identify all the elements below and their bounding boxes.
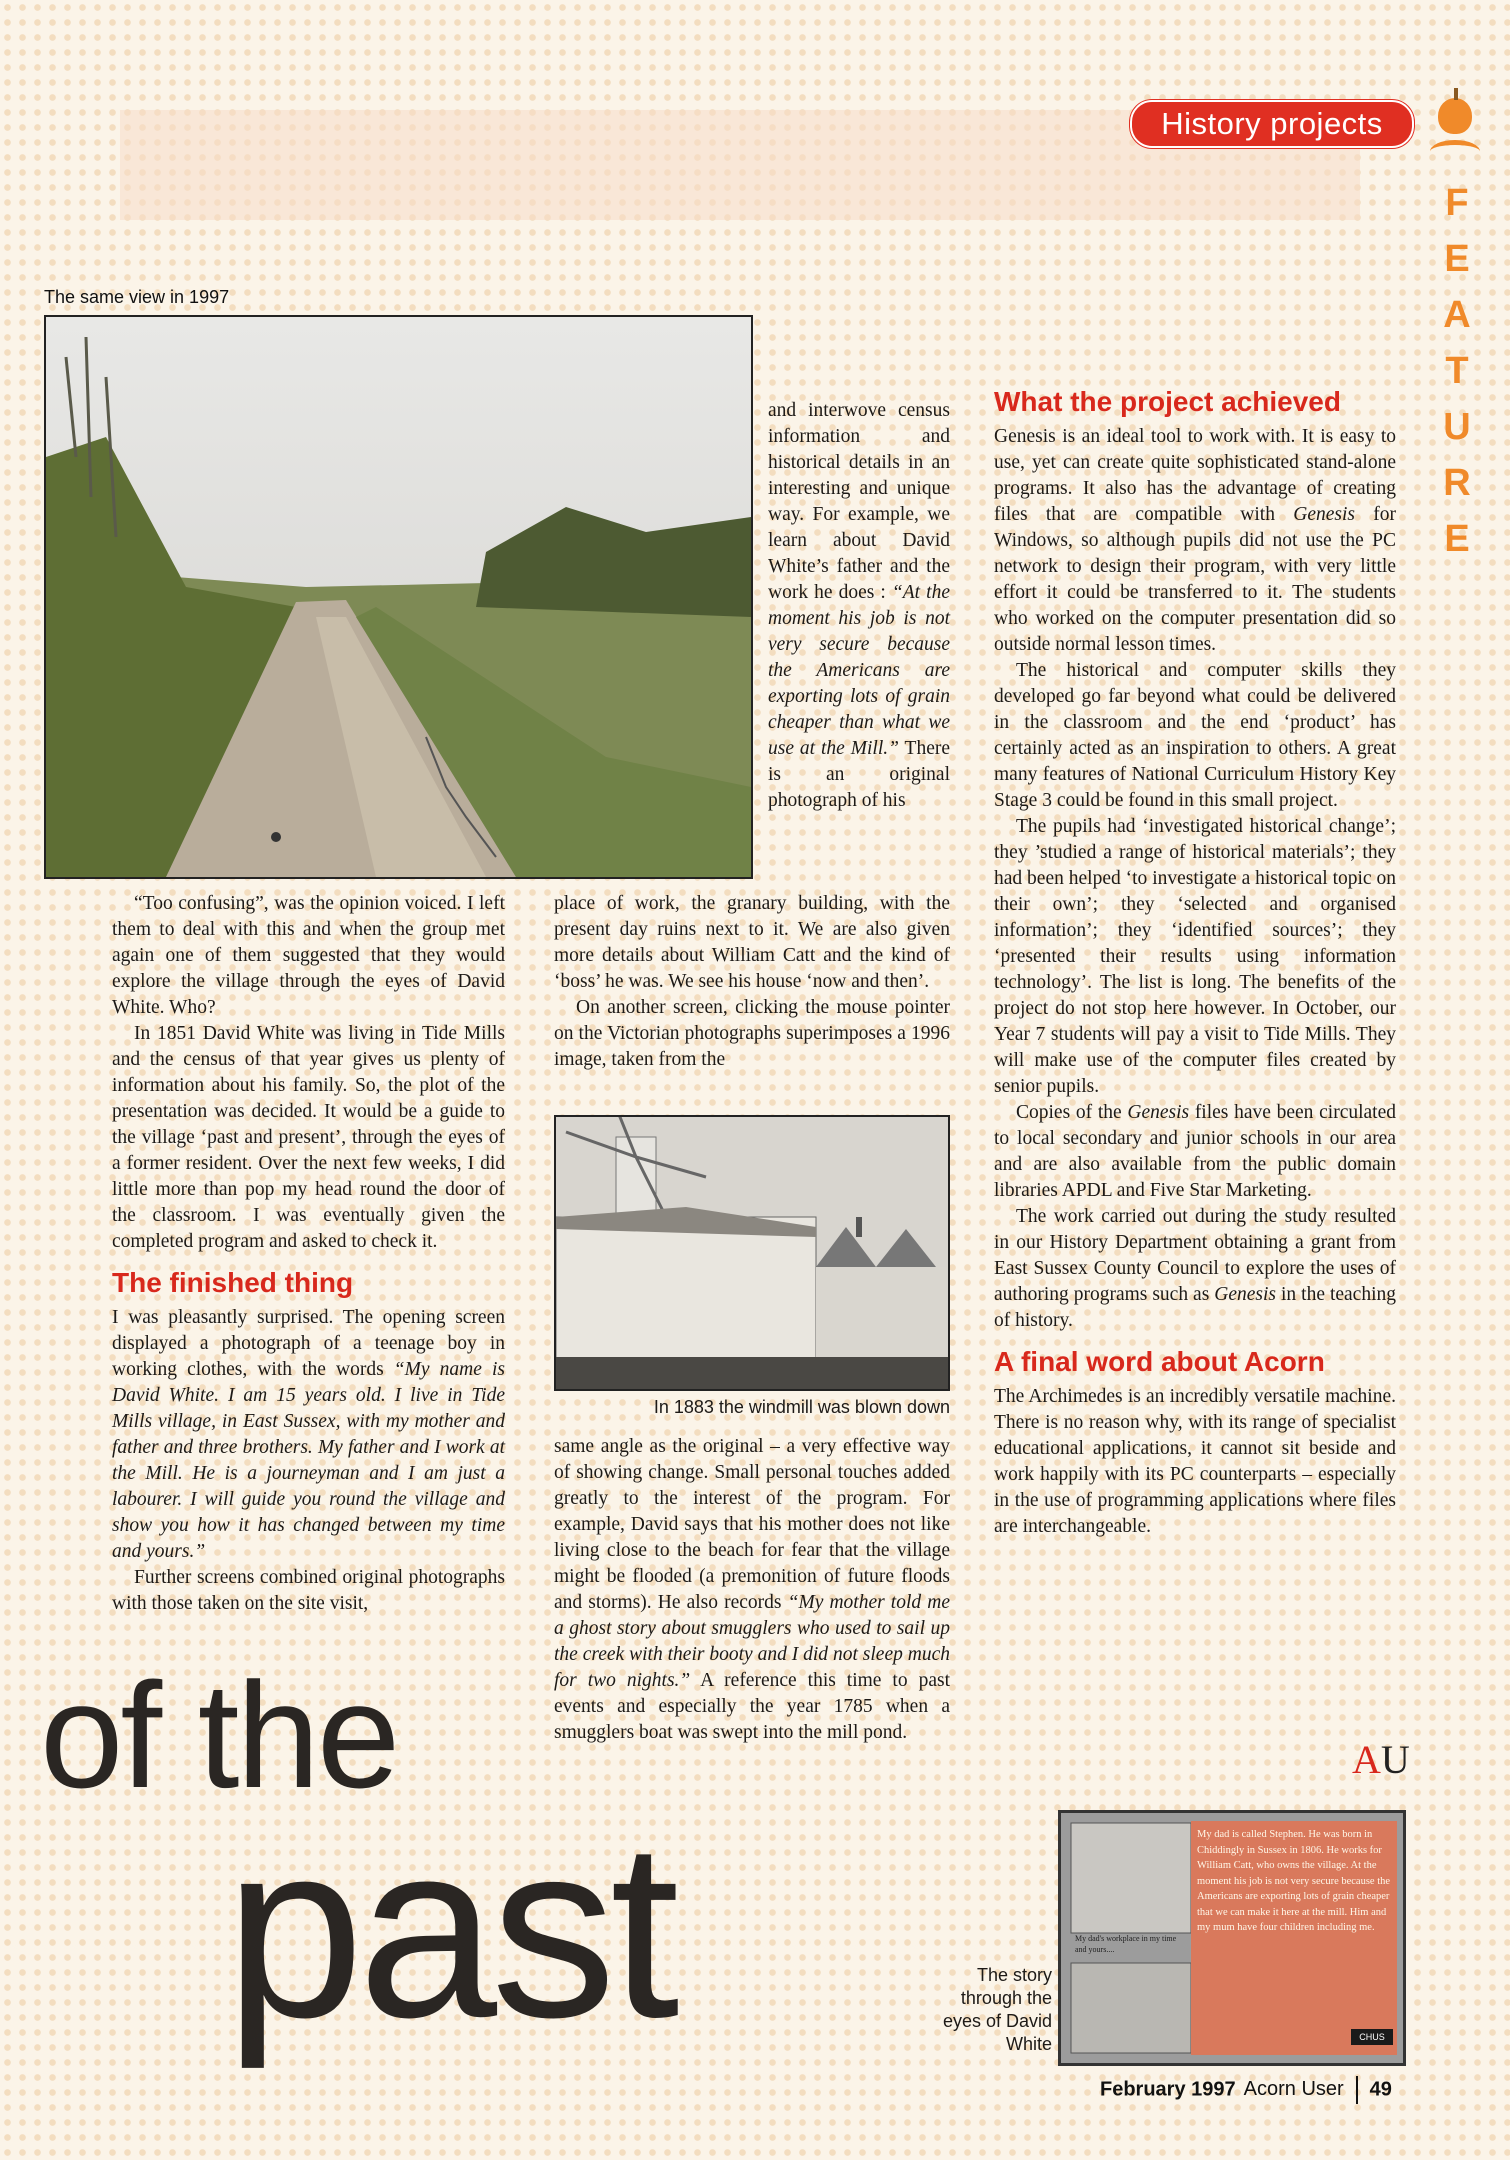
photo-caption: The same view in 1997	[44, 287, 230, 307]
side-letter: T	[1445, 350, 1469, 392]
text-run: A reference this time to past events and especially the year 1785 when a smugglers boat was swept into the mill pond.	[554, 1670, 950, 1743]
article-column-1	[112, 891, 505, 1617]
side-letter: E	[1444, 238, 1470, 280]
paragraph: “Too confusing”, was the opinion voiced. I left them to deal with this and when the group met again one of them suggested that they would explore the village through the eyes of David White. Who?	[112, 893, 505, 1018]
paragraph	[994, 424, 1396, 658]
magazine-name: Acorn User	[1243, 2078, 1344, 2101]
road-photo	[44, 315, 753, 879]
side-letter: E	[1444, 518, 1470, 560]
page-number: 49	[1369, 2078, 1392, 2101]
subheading-project-achieved: What the project achieved	[994, 386, 1341, 417]
page-footer	[1100, 2076, 1392, 2104]
text-run: Copies of the	[1016, 1102, 1128, 1123]
end-mark	[1352, 1737, 1410, 1782]
paragraph: Further screens combined original photographs with those taken on the site visit,	[112, 1567, 505, 1614]
paragraph: The pupils had ‘investigated historical change’; they ’studied a range of historical materials’; they had been helped ‘to investigate a historical topic on their own’; they ‘selected and organised information’; they ‘identified sources’; they ‘presented their results using information technology’. The list is long. The benefits of the project do not stop here however. In October, our Year 7 students will pay a visit to Tide Mills. They will make use of the computer files created by senior pupils.	[994, 816, 1396, 1097]
program-screenshot	[1058, 1810, 1406, 2066]
end-mark-u: U	[1380, 1737, 1410, 1782]
text-run: The work carried out during the study resulted in our History Department obtaining a grant from East Sussex County Council to explore the uses of authoring programs such as	[994, 1206, 1396, 1305]
emphasis: Genesis	[1127, 1102, 1190, 1123]
quote: “My mother told me a ghost story about smugglers who used to sail up the creek with their booty and I did not sleep much for two nights.”	[554, 1592, 950, 1691]
text-run: in the teaching of history.	[994, 1284, 1396, 1331]
side-letter: U	[1443, 406, 1471, 448]
paragraph: The historical and computer skills they developed go far beyond what could be delivered in the classroom and the end ‘product’ has certainly acted as an inspiration to others. A great many features of National Curriculum History Key Stage 3 could be found in this small project.	[994, 660, 1396, 811]
subheading-final-word: A final word about Acorn	[994, 1346, 1325, 1377]
text-run: same angle as the original – a very effective way of showing change. Small personal touches added greatly to the interest of the program. For example, David says that his mother does not like living close to the beach for fear that the village might be flooded (a premonition of future floods and storms). He also records	[554, 1436, 950, 1613]
headline-line-2: past	[225, 1790, 674, 2069]
issue-date: February 1997	[1100, 2078, 1236, 2101]
paragraph	[994, 1100, 1396, 1204]
screenshot-small-text: My dad's workplace in my time and yours....	[1075, 1934, 1177, 1954]
windmill-photo	[554, 1115, 950, 1391]
section-tab: History projects	[1130, 100, 1414, 148]
quote: “At the moment his job is not very secure because the Americans are exporting lots of grain cheaper than what we use at the Mill.”	[768, 582, 950, 759]
headline-line-1: of the	[40, 1651, 398, 1819]
emphasis: Genesis	[1214, 1284, 1277, 1305]
side-letter: R	[1443, 462, 1471, 504]
paragraph	[768, 398, 950, 814]
paragraph: The Archimedes is an incredibly versatile machine. There is no reason why, with its range of specialist educational applications, it cannot sit beside and work happily with its PC counterparts – especially in the use of programming applications where files are interchangeable.	[994, 1386, 1396, 1537]
article-column-2-middle	[554, 891, 950, 1073]
article-column-2-top	[768, 398, 950, 814]
end-mark-a: A	[1352, 1737, 1381, 1782]
paragraph: On another screen, clicking the mouse pointer on the Victorian photographs superimposes a 1996 image, taken from the	[554, 997, 950, 1070]
side-letter: A	[1443, 294, 1471, 336]
feature-side-label	[1432, 175, 1482, 567]
paragraph	[554, 1434, 950, 1746]
text-run: I was pleasantly surprised. The opening screen displayed a photograph of a teenage boy in working clothes, with the words	[112, 1307, 505, 1380]
paragraph: In 1851 David White was living in Tide Mills and the census of that year gives us plenty of information about his family. So, the plot of the presentation was decided. It would be a guide to the village ‘past and present’, through the eyes of a former resident. Over the next few weeks, I did little more than pop my head round the door of the classroom. I was eventually given the completed program and asked to check it.	[112, 1023, 505, 1252]
text-run: There is an original photograph of his	[768, 738, 950, 811]
text-run: for Windows, so although pupils did not use the PC network to design their program, with very little effort it could be transferred to it. The students who worked on the computer presentation did so outside normal lesson times.	[994, 504, 1397, 655]
paragraph	[112, 1305, 505, 1565]
paragraph	[994, 1204, 1396, 1334]
apple-logo-icon	[1438, 98, 1472, 134]
article-column-3	[994, 384, 1396, 1540]
quote: “My name is David White. I am 15 years old. I live in Tide Mills village, in East Sussex, with my mother and father and three brothers. My father and I work at the Mill. He is a journeyman and I am just a labourer. I will guide you round the village and show you how it has changed between my time and yours.”	[112, 1359, 505, 1562]
screenshot-button: CHUS	[1351, 2029, 1393, 2045]
text-run: files have been circulated to local secondary and junior schools in our area and are also available from the public domain libraries APDL and Five Star Marketing.	[994, 1102, 1396, 1201]
footer-divider	[1356, 2076, 1358, 2104]
swoosh-icon	[1430, 140, 1480, 163]
paragraph: place of work, the granary building, with the present day ruins next to it. We are also given more details about William Catt and the kind of ‘boss’ he was. We see his house ‘now and then’.	[554, 893, 950, 992]
text-run: Genesis is an ideal tool to work with. It is easy to use, yet can create quite sophisticated stand-alone programs. It also has the advantage of creating files that are compatible with	[994, 426, 1396, 525]
emphasis: Genesis	[1293, 504, 1355, 525]
article-column-2-bottom	[554, 1434, 950, 1746]
side-letter: F	[1445, 182, 1469, 224]
screenshot-text: My dad is called Stephen. He was born in Chiddingly in Sussex in 1806. He works for William Catt, who owns the village. At the moment his job is not very secure because the Americans are exporting lots of grain cheaper that we can make it here at the mill. Him and my mum have four children including me.	[1197, 1829, 1391, 1933]
subheading-finished-thing: The finished thing	[112, 1267, 354, 1298]
text-run: and interwove census information and historical details in an interesting and unique way. For example, we learn about David White’s father and the work he does :	[768, 400, 950, 603]
screenshot-caption: The story through the eyes of David White	[942, 1965, 1052, 2054]
photo-caption: In 1883 the windmill was blown down	[653, 1397, 950, 1417]
